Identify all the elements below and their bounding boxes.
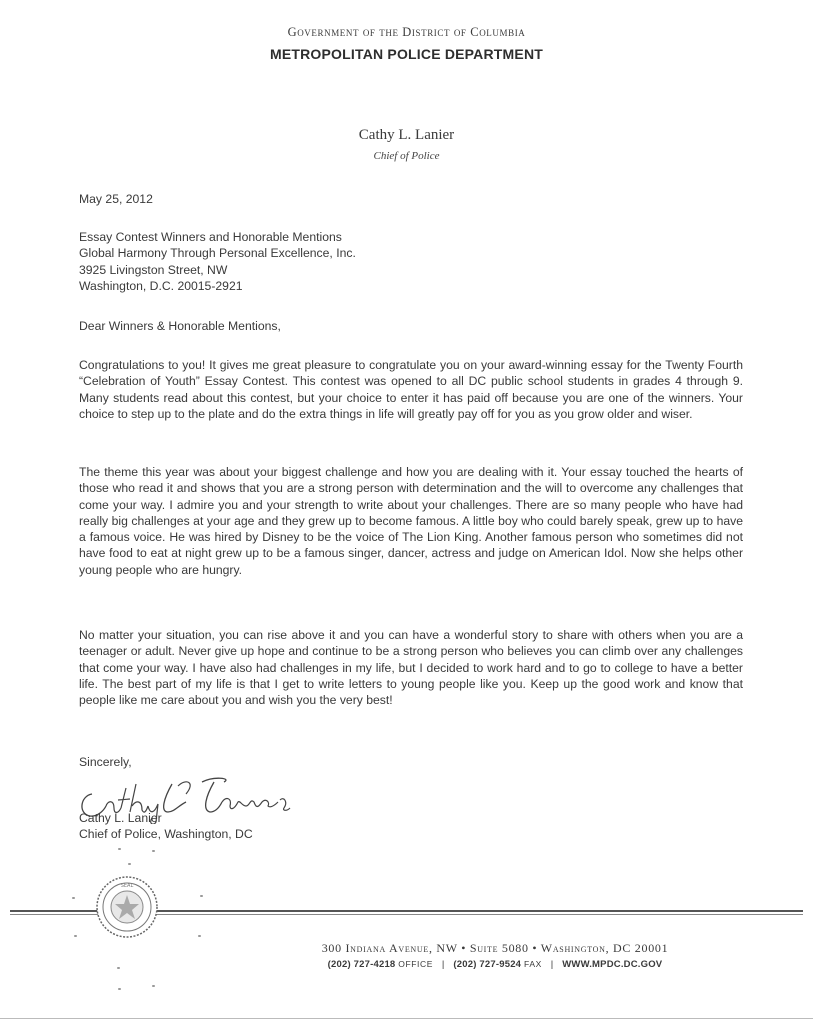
letter-paragraph: No matter your situation, you can rise above it and you can have a wonderful story to share with others when you are a teenager or adult. Never give up hope and continue to be a strong person who believes you can climb over any challenges that come your way. I have also had challenges in my life, but I decided to work hard and to go to college to have a better life. The best part of my life is that I get to write letters to young people like you. Keep up the good work and know that people like me care about you and wish you the very best! <box>79 628 743 708</box>
scan-speck <box>74 935 77 937</box>
page-edge <box>0 1018 813 1019</box>
letter-paragraph: Congratulations to you! It gives me great pleasure to congratulate you on your award-winning essay for the Twenty Fourth “Celebration of Youth” Essay Contest. This contest was opened to all DC public school students in grades 4 through 9. Many students read about this contest, but your choice to enter it has paid off because you are one of the winners. Your choice to step up to the plate and do the extra things in life will greatly pay off for you as you grow older and wiser. <box>79 358 743 421</box>
website-link[interactable]: WWW.MPDC.DC.GOV <box>562 959 663 970</box>
signatory-name: Cathy L. Lanier <box>79 811 162 825</box>
fax-number: (202) 727-9524 <box>453 959 522 970</box>
scan-speck <box>72 897 75 899</box>
signature-text: Cathy L. Lanier <box>74 772 81 773</box>
recipient-line: Essay Contest Winners and Honorable Mentions <box>79 230 342 244</box>
letter-closing: Sincerely, <box>79 755 132 769</box>
scan-speck <box>152 985 155 987</box>
government-heading: Government of the District of Columbia <box>287 25 526 39</box>
scan-speck <box>118 848 121 850</box>
scan-speck <box>128 863 131 865</box>
footer-separator: | <box>550 959 554 970</box>
chief-title-heading: Chief of Police <box>373 150 440 162</box>
scan-speck <box>117 967 120 969</box>
chief-name-heading: Cathy L. Lanier <box>358 127 455 143</box>
letter-date: May 25, 2012 <box>79 192 153 206</box>
scan-speck <box>118 988 121 990</box>
recipient-line: 3925 Livingston Street, NW <box>79 262 228 277</box>
footer-address: 300 Indiana Avenue, NW • Suite 5080 • Washington, DC 20001 <box>321 941 669 955</box>
footer-separator: | <box>441 959 445 970</box>
letter-greeting: Dear Winners & Honorable Mentions, <box>79 319 281 333</box>
department-heading: METROPOLITAN POLICE DEPARTMENT <box>269 46 544 62</box>
recipient-line: Washington, D.C. 20015-2921 <box>79 278 243 293</box>
recipient-address <box>79 229 743 294</box>
fax-label: FAX <box>524 959 542 969</box>
letter-paragraph: The theme this year was about your biggest challenge and how you are dealing with it. Your essay touched the hearts of those who read it and shows that you are a strong person with determination and the will to overcome any challenges that come your way. I admire you and your strength to write about your challenges. There are so many people who have had really big challenges at your age and they grew up to become famous. A little boy who could barely speak, grew up to have a famous voice. He was hired by Disney to be the voice of The Lion King. Another famous person who sometimes did not have food to eat at night grew up to be a famous singer, dancer, actress and judge on American Idol. Now she helps other young people who are hungry. <box>79 465 743 577</box>
seal-text: SEAL <box>120 883 134 889</box>
scan-speck <box>198 935 201 937</box>
signatory-title: Chief of Police, Washington, DC <box>79 827 253 841</box>
scan-speck <box>200 895 203 897</box>
footer-contact <box>230 959 760 970</box>
recipient-line: Global Harmony Through Personal Excellence, Inc. <box>79 246 356 261</box>
dc-seal-icon <box>96 876 158 938</box>
phone-label: OFFICE <box>398 959 434 969</box>
scan-speck <box>152 850 155 852</box>
phone-number: (202) 727-4218 <box>327 959 396 970</box>
